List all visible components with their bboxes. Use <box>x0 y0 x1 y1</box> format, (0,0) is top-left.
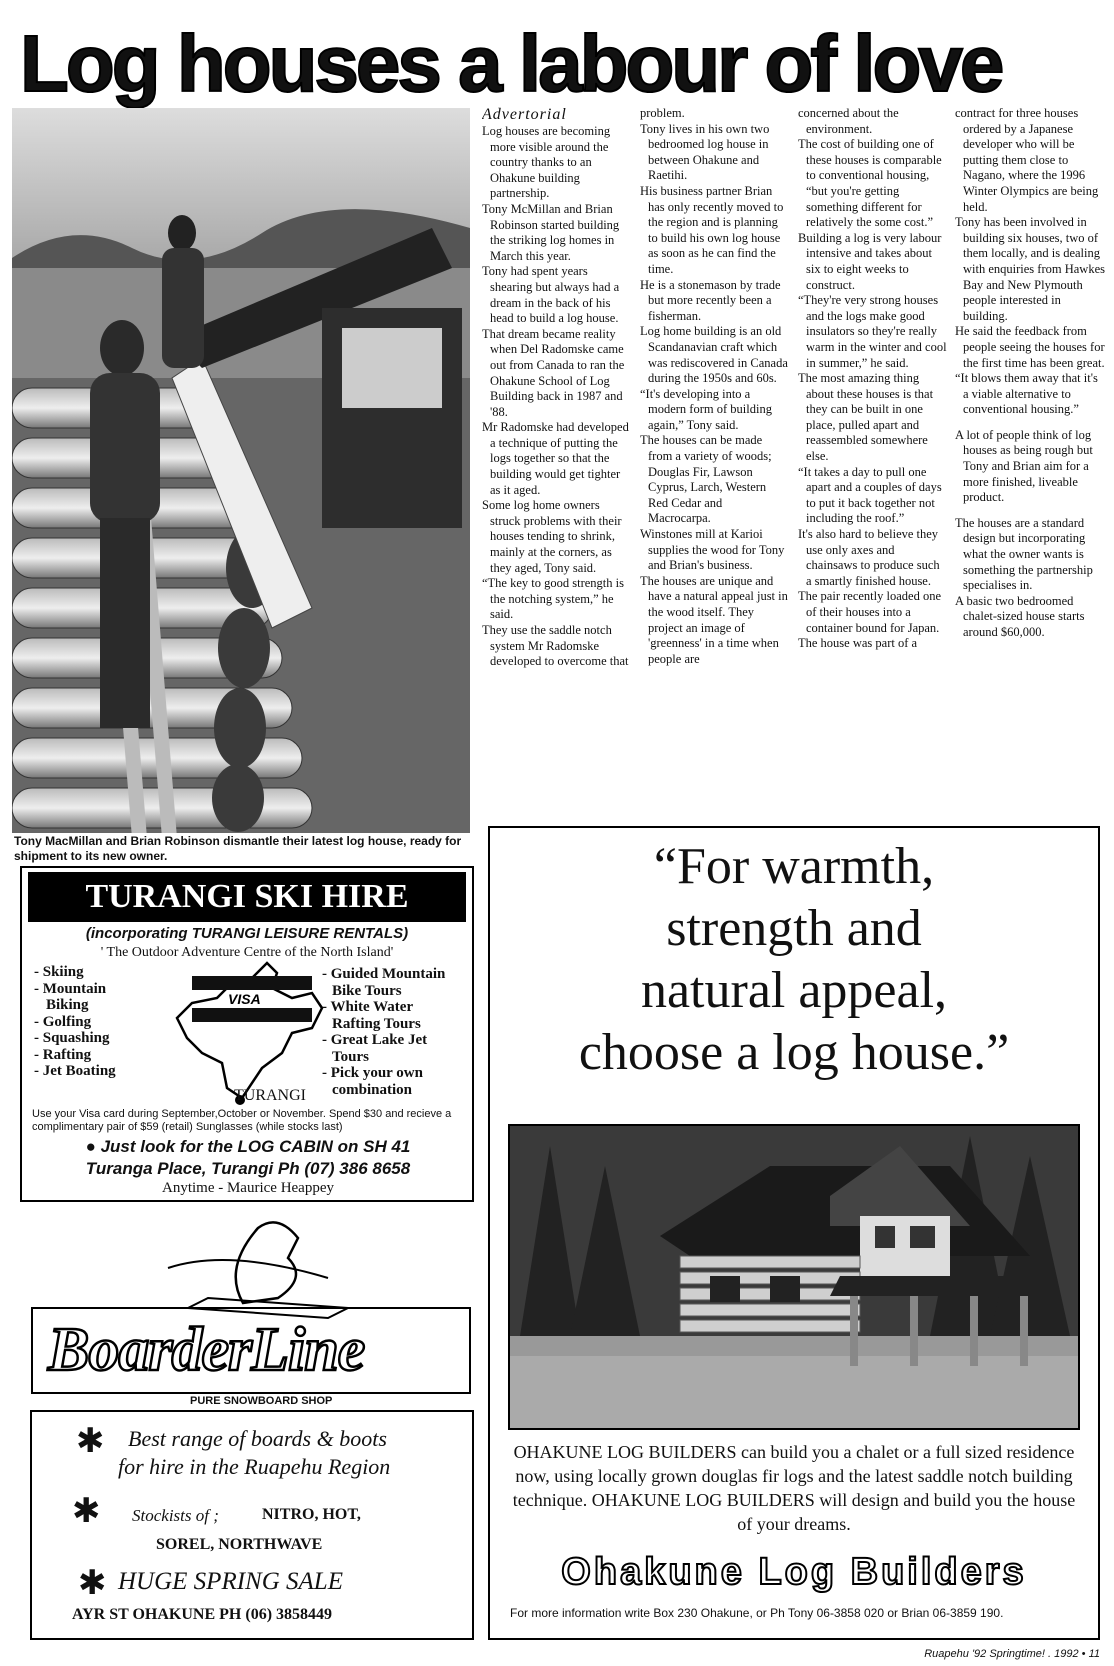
article-column-1 <box>482 106 630 832</box>
list-item: - Pick your own <box>322 1065 423 1081</box>
ski-ad-contact: Anytime - Maurice Heappey <box>161 1180 335 1196</box>
board-line-3: HUGE SPRING SALE <box>118 1568 343 1595</box>
quote-line: “For warmth, <box>653 838 935 895</box>
paragraph: The pair recently loaded one of their houses into a container bound for Japan. <box>798 589 941 635</box>
article-column-2 <box>640 106 788 832</box>
board-address: AYR ST OHAKUNE PH (06) 3858449 <box>72 1606 333 1623</box>
list-item: - Golfing <box>34 1013 92 1030</box>
paragraph: The most amazing thing about these houses is that they can be built in one place, pulled apart and reassembled somewhere else. <box>798 371 934 464</box>
paragraph: Log houses are becoming more visible around the country thanks to an Ohakune building partnership. <box>482 124 611 201</box>
paragraph: Tony has been involved in building six houses, two of them locally, and is dealing with enquiries from Hawkes Bay and New Plymouth people interested in building. <box>955 215 1105 323</box>
north-island-map-icon <box>172 958 332 1108</box>
ski-ad-subtitle: (incorporating TURANGI LEISURE RENTALS) <box>85 925 409 942</box>
board-line-1b: for hire in the Ruapehu Region <box>118 1454 391 1479</box>
paragraph: “The key to good strength is the notching system,” he said. <box>482 576 624 622</box>
paragraph: “They're very strong houses and the logs make good insulators so they're really warm in the winter and cool in summer,” he said. <box>798 293 947 370</box>
paragraph: “It's developing into a modern form of building again,” Tony said. <box>640 386 772 432</box>
paragraph: His business partner Brian has only recently moved to the region and is planning to build his own log house as soon as he can find the time. <box>640 183 784 276</box>
ohakune-log-builders-ad <box>488 826 1100 1640</box>
turangi-ski-hire-ad <box>20 866 474 1202</box>
paragraph: A lot of people think of log houses as being rough but Tony and Brian aim for a more finished, liveable product. <box>955 427 1093 505</box>
log-crane-photo <box>12 108 470 833</box>
list-item: Rafting Tours <box>332 1015 421 1032</box>
article-column-4 <box>955 106 1105 832</box>
paragraph: A basic two bedroomed chalet-sized house starts around $60,000. <box>955 593 1085 639</box>
paragraph: Mr Radomske had developed a technique of putting the logs together so that the building would get tighter as it aged. <box>482 420 629 497</box>
ad-brand: Ohakune Log Builders <box>561 1551 1027 1593</box>
paragraph: He said the feedback from people seeing the houses for the first time has been great. <box>955 324 1105 370</box>
list-item: Bike Tours <box>332 982 402 999</box>
photo-caption: Tony MacMillan and Brian Robinson dismantle their latest log house, ready for shipment to its new owner. <box>14 834 462 863</box>
paragraph: He is a stonemason by trade but more recently been a fisherman. <box>640 277 781 323</box>
list-item: - White Water <box>322 999 414 1015</box>
paragraph: The cost of building one of these houses is comparable to conventional housing, “but you're getting something different for relatively the some cost.” <box>798 137 942 230</box>
ski-ad-cta-2: Turanga Place, Turangi Ph (07) 386 8658 <box>85 1159 411 1178</box>
paragraph: The house was part of a <box>798 636 918 651</box>
list-item: - Rafting <box>34 1046 92 1063</box>
paragraph: “It takes a day to pull one apart and a couples of days to put it back together not including the roof.” <box>798 464 942 526</box>
log-house-photo <box>508 1124 1080 1430</box>
paragraph: Winstones mill at Karioi supplies the wood for Tony and Brian's business. <box>640 527 785 573</box>
ad-quote <box>490 836 1098 1084</box>
ski-ad-right-list <box>322 966 472 1098</box>
list-item: Tours <box>332 1048 369 1065</box>
ad-info: For more information write Box 230 Ohakune, or Ph Tony 06-3858 020 or Brian 06-3859 190. <box>510 1606 1004 1620</box>
list-item: - Jet Boating <box>34 1063 116 1079</box>
list-item: - Squashing <box>34 1030 110 1046</box>
quote-line: choose a log house.” <box>578 1024 1010 1081</box>
ski-ad-promo: Use your Visa card during September,October or November. Spend $30 and recieve a complimentary pair of $59 (retail) Sunglasses (while stocks last) <box>32 1108 452 1133</box>
paragraph: The houses can be made from a variety of woods; Douglas Fir, Lawson Cyprus, Larch, Western Red Cedar and Macrocarpa. <box>640 433 772 526</box>
log-crane-photo-art <box>12 108 470 833</box>
list-item: - Great Lake Jet <box>322 1032 428 1048</box>
quote-line: strength and <box>666 900 922 957</box>
ski-ad-cta-1: ● Just look for the LOG CABIN on SH 41 <box>85 1137 411 1156</box>
quote-line: natural appeal, <box>640 962 948 1019</box>
ski-ad-tagline: ' The Outdoor Adventure Centre of the North Island' <box>100 945 394 960</box>
paragraph: Building a log is very labour intensive and takes about six to eight weeks to construct. <box>798 230 942 292</box>
paragraph: Tony had spent years shearing but always had a dream in the back of his head to build a log house. <box>482 264 620 326</box>
article-kicker: Advertorial <box>482 106 567 123</box>
boarderline-tag: PURE SNOWBOARD SHOP <box>190 1395 333 1407</box>
list-item: Biking <box>46 997 89 1013</box>
paragraph: The houses are a standard design but incorporating what the owner wants is something the partnership specialises in. <box>955 515 1093 593</box>
paragraph: contract for three houses ordered by a Japanese developer who will be putting them close to Nagano, where the 1996 Winter Olympics are being held. <box>955 106 1099 214</box>
list-item: combination <box>332 1081 413 1098</box>
list-item: - Mountain <box>34 980 107 997</box>
paragraph: concerned about the environment. <box>798 106 899 136</box>
boarderline-logo-art <box>28 1208 474 1398</box>
paragraph: The houses are unique and have a natural appeal just in the wood itself. They project an image of 'greenness' in a time when people are <box>640 573 788 666</box>
paragraph: Tony McMillan and Brian Robinson started building the striking log homes in March this year. <box>482 201 620 263</box>
asterisk-icon: ✱ <box>78 1563 107 1603</box>
paragraph: Tony lives in his own two bedroomed log house in between Ohakune and Raetihi. <box>640 121 770 183</box>
paragraph: problem. <box>640 106 685 120</box>
paragraph: “It blows them away that it's a viable alternative to conventional housing.” <box>955 371 1098 417</box>
paragraph: Log home building is an old Scandanavian craft which was rediscovered in Canada during the 1950s and 60s. <box>640 324 788 386</box>
article-column-3 <box>798 106 948 832</box>
visa-label: VISA <box>228 991 261 1007</box>
log-house-photo-art <box>510 1126 1080 1430</box>
ski-ad-left-list <box>34 964 164 1080</box>
paragraph: They use the saddle notch system Mr Radomske developed to overcome that <box>482 623 629 669</box>
paragraph: That dream became reality when Del Radomske came out from Canada to ran the Ohakune School of Log Building back in 1987 and '88. <box>482 326 625 419</box>
list-item: - Skiing <box>34 964 84 980</box>
asterisk-icon: ✱ <box>76 1421 105 1461</box>
boarderline-ad-box <box>30 1410 474 1640</box>
board-line-2c: SOREL, NORTHWAVE <box>156 1536 323 1553</box>
ski-ad-map-label: TURANGI <box>234 1087 306 1104</box>
boarderline-logo-text: BoarderLine <box>48 1316 365 1384</box>
ad-copy: OHAKUNE LOG BUILDERS can build you a chalet or a full sized residence now, using locally grown douglas fir logs and the latest saddle notch building technique. OHAKUNE LOG BUILDERS will design and build you the house of your dreams. <box>512 1442 1076 1534</box>
board-line-1a: Best range of boards & boots <box>128 1426 387 1451</box>
asterisk-icon: ✱ <box>72 1491 101 1531</box>
ski-ad-title: TURANGI SKI HIRE <box>28 872 466 922</box>
paragraph: It's also hard to believe they use only axes and chainsaws to produce such a smartly finished house. <box>798 527 940 588</box>
headline: Log houses a labour of love <box>20 19 1002 108</box>
board-line-2b: NITRO, HOT, <box>262 1506 361 1523</box>
board-line-2a: Stockists of ; <box>132 1506 219 1525</box>
paragraph: Some log home owners struck problems with their houses tending to shrink, mainly at the corners, as they aged, Tony said. <box>482 498 622 575</box>
list-item: - Guided Mountain <box>322 966 446 982</box>
page-footer: Ruapehu '92 Springtime! . 1992 • 11 <box>924 1648 1100 1660</box>
